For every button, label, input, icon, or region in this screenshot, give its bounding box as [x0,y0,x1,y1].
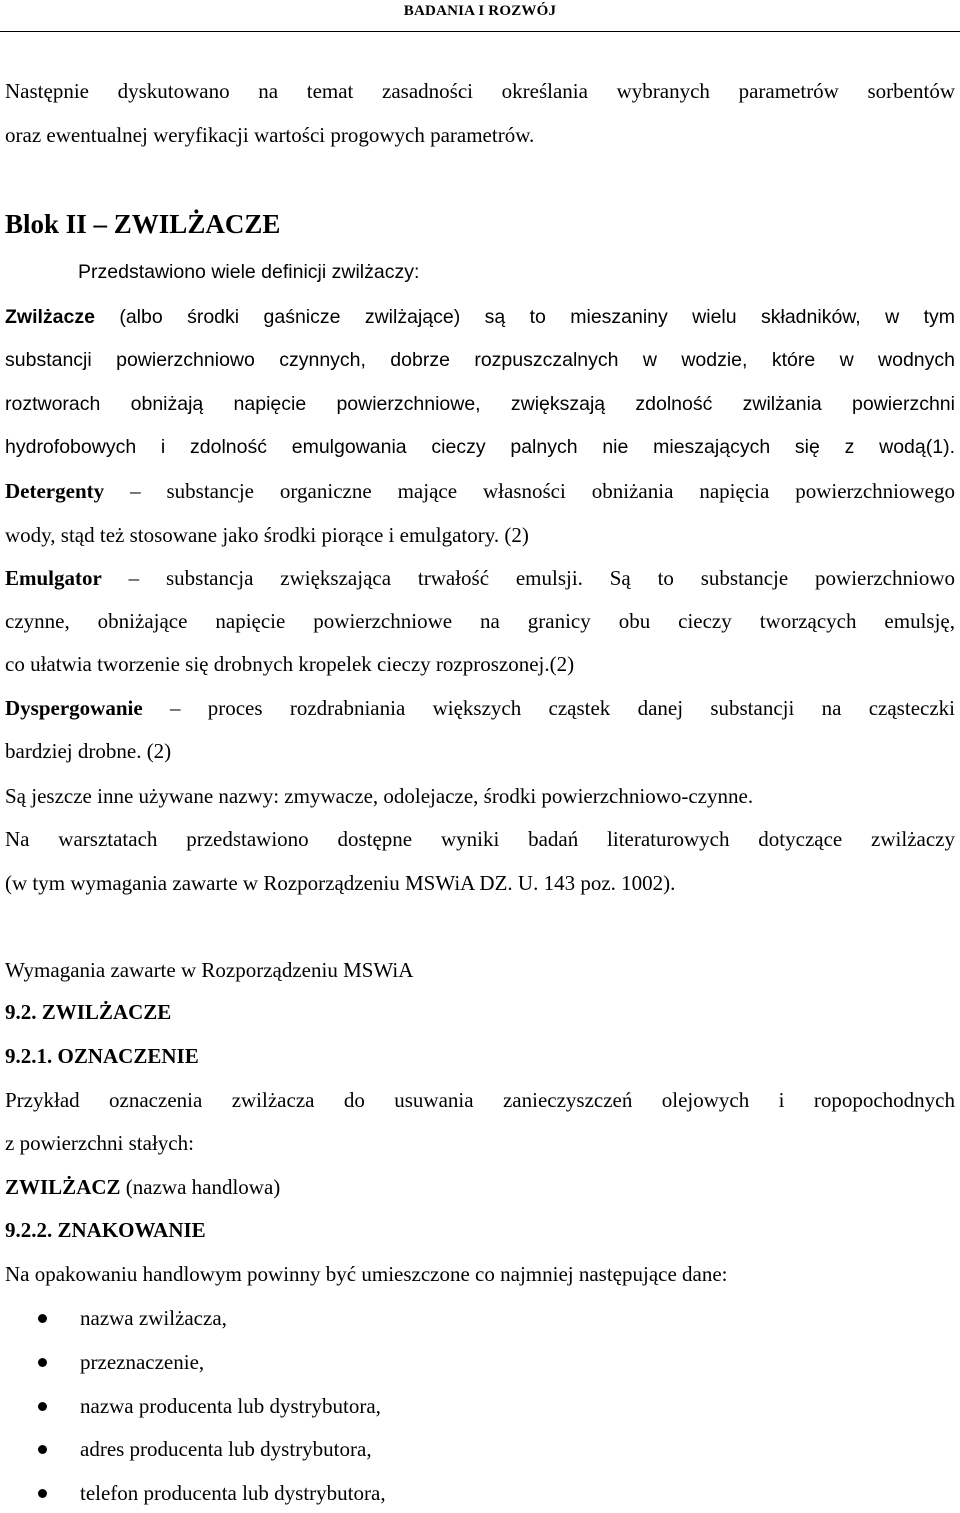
term-emulgator: Emulgator [5,566,102,590]
bullet-icon [38,1358,47,1367]
packaging-intro: Na opakowaniu handlowym powinny być umieszczone co najmniej następujące dane: [5,1262,728,1286]
emulgator-line-1: Emulgator – substancja zwiększająca trwałość emulsji. Są to substancje powierzchniowo [5,566,955,590]
detergenty-line-1: Detergenty – substancje organiczne mające własności obniżania napięcia powierzchniowego [5,479,955,503]
section-9-2: 9.2. ZWILŻACZE [5,1000,172,1024]
bullet-icon [38,1314,47,1323]
term-detergenty: Detergenty [5,479,105,503]
list-item: nazwa zwilżacza, [80,1306,227,1330]
list-item: adres producenta lub dystrybutora, [80,1437,372,1461]
dyspergowanie-line-1: Dyspergowanie – proces rozdrabniania większych cząstek danej substancji na cząsteczki [5,696,955,720]
list-item: nazwa producenta lub dystrybutora, [80,1394,381,1418]
workshop-line-2: (w tym wymagania zawarte w Rozporządzeniu MSWiA DZ. U. 143 poz. 1002). [5,871,676,895]
bullet-icon [38,1445,47,1454]
section-9-2-1: 9.2.1. OZNACZENIE [5,1044,199,1068]
term-zwilzacze: Zwilżacze [5,306,95,328]
list-item: telefon producenta lub dystrybutora, [80,1481,386,1505]
running-header: BADANIA I ROZWÓJ [403,3,557,19]
detergenty-line-2: wody, stąd też stosowane jako środki piorące i emulgatory. (2) [5,523,529,547]
dyspergowanie-line-2: bardziej drobne. (2) [5,739,172,763]
bullet-icon [38,1489,47,1498]
designation-bold: ZWILŻACZ [5,1175,121,1199]
example-line-1: Przykład oznaczenia zwilżacza do usuwania zanieczyszczeń olejowych i ropopochodnych [5,1088,955,1112]
workshop-line-1: Na warsztatach przedstawiono dostępne wyniki badań literaturowych dotyczące zwilżaczy [5,827,955,851]
example-line-2: z powierzchni stałych: [5,1131,194,1155]
intro-line-1: Następnie dyskutowano na temat zasadności określania wybranych parametrów sorbentów [5,79,955,103]
zwilzacze-line-1: Zwilżacze (albo środki gaśnicze zwilżające) są to mieszaniny wielu składników, w tym [5,306,955,328]
term-dyspergowanie: Dyspergowanie [5,696,143,720]
zwilzacze-line-3: roztworach obniżają napięcie powierzchniowe, zwiększają zdolność zwilżania powierzchni [5,393,955,415]
emulgator-line-2: czynne, obniżające napięcie powierzchniowe na granicy obu cieczy tworzących emulsję, [5,609,955,633]
list-item: przeznaczenie, [80,1350,205,1374]
bullet-icon [38,1402,47,1411]
block-subtitle: Przedstawiono wiele definicji zwilżaczy: [78,261,420,283]
zwilzacze-line-4: hydrofobowych i zdolność emulgowania cieczy palnych nie mieszających się z wodą(1). [5,436,955,458]
designation-line: ZWILŻACZ (nazwa handlowa) [5,1175,281,1199]
zwilzacze-line-2: substancji powierzchniowo czynnych, dobrze rozpuszczalnych w wodzie, które w wodnych [5,349,955,371]
other-names-line: Są jeszcze inne używane nazwy: zmywacze, odolejacze, środki powierzchniowo-czynne. [5,784,754,808]
requirements-heading: Wymagania zawarte w Rozporządzeniu MSWiA [5,958,414,982]
block-title: Blok II – ZWILŻACZE [5,209,281,239]
intro-line-2: oraz ewentualnej weryfikacji wartości progowych parametrów. [5,123,535,147]
section-9-2-2: 9.2.2. ZNAKOWANIE [5,1218,206,1242]
emulgator-line-3: co ułatwia tworzenie się drobnych kropelek cieczy rozproszonej.(2) [5,652,575,676]
header-rule [0,31,960,32]
